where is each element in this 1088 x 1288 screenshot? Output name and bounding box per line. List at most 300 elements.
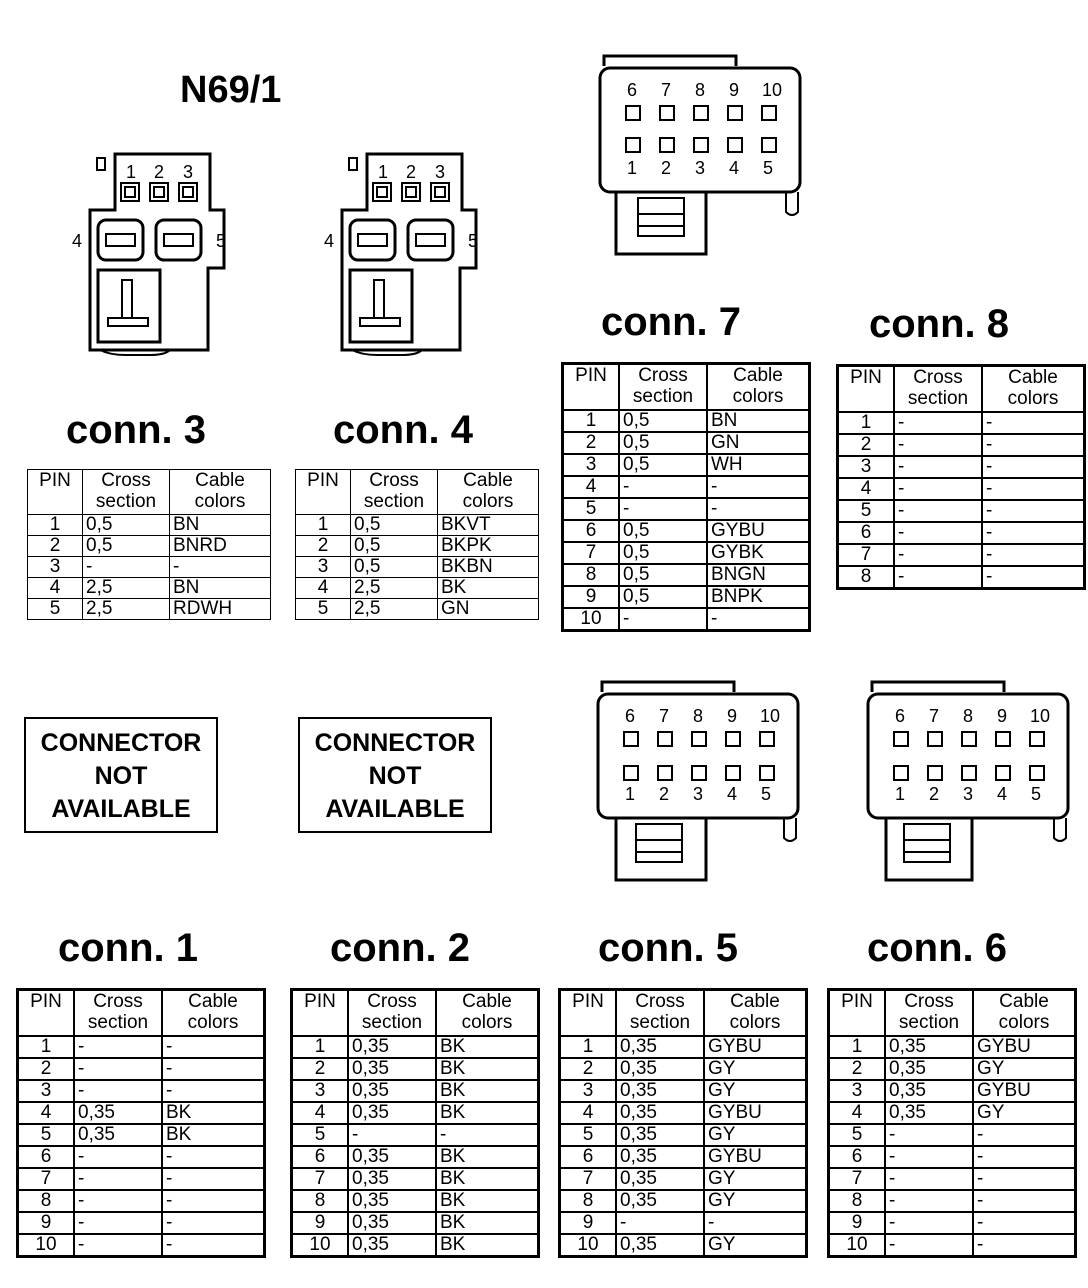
pin-label: 2 <box>406 162 417 182</box>
pin-cell: 4 <box>563 476 620 498</box>
cable-color-cell: BK <box>162 1124 265 1146</box>
table-row <box>563 520 810 542</box>
table-row <box>292 1080 539 1102</box>
cross-section-cell: - <box>894 456 982 478</box>
cross-section-cell: 0,35 <box>885 1102 973 1124</box>
cable-color-cell: BK <box>436 1168 539 1190</box>
header-text: PIN <box>39 470 71 491</box>
pin-header <box>563 364 620 411</box>
cross-section-cell: 0,5 <box>619 542 707 564</box>
pin-label: 5 <box>216 231 227 251</box>
table-row <box>292 1036 539 1058</box>
pin-label: 7 <box>929 706 940 726</box>
pin-cell: 1 <box>292 1036 349 1058</box>
pin-cell: 2 <box>292 1058 349 1080</box>
header-text: Cross <box>367 991 417 1012</box>
cross-section-cell: 0,35 <box>348 1036 436 1058</box>
cable-color-cell: - <box>982 522 1085 544</box>
pin-cell: 4 <box>829 1102 886 1124</box>
cable-color-cell: - <box>973 1212 1076 1234</box>
cross-section-cell: - <box>894 412 982 434</box>
table-row <box>18 1080 265 1102</box>
cross-section-header <box>351 470 438 515</box>
pin-cell: 3 <box>296 557 351 578</box>
cross-section-cell: 0,35 <box>885 1080 973 1102</box>
table-row <box>563 586 810 608</box>
table-row <box>829 1234 1076 1257</box>
header-text: section <box>632 386 694 407</box>
cable-color-cell: GY <box>704 1234 807 1257</box>
table-row <box>18 1036 265 1058</box>
cross-section-cell: - <box>894 566 982 589</box>
cross-section-cell: 2,5 <box>351 599 438 620</box>
pin-label: 6 <box>895 706 906 726</box>
cable-color-cell: BK <box>436 1058 539 1080</box>
table-row <box>560 1124 807 1146</box>
cable-color-cell: - <box>162 1080 265 1102</box>
pin-cell: 3 <box>28 557 83 578</box>
table-row <box>18 1146 265 1168</box>
table-row <box>18 1234 265 1257</box>
pin-label: 10 <box>1030 706 1051 726</box>
connector-6-drawing <box>864 678 1074 888</box>
pin-cell: 2 <box>563 432 620 454</box>
page-title: N69/1 <box>180 69 282 111</box>
conn2-table <box>290 988 540 1258</box>
pin-label: 5 <box>763 158 774 178</box>
table-header-row <box>296 470 539 515</box>
table-header-row <box>28 470 271 515</box>
cable-color-cell: - <box>982 478 1085 500</box>
cross-section-cell: 2,5 <box>83 599 170 620</box>
header-text: Cable <box>463 470 513 491</box>
conn8-table <box>836 364 1086 590</box>
cross-section-cell: - <box>885 1234 973 1257</box>
cable-color-cell: - <box>973 1234 1076 1257</box>
pin-cell: 2 <box>560 1058 617 1080</box>
cross-section-header <box>616 990 704 1037</box>
pin-label: 5 <box>1031 784 1042 804</box>
table-row <box>829 1036 1076 1058</box>
table-row <box>292 1058 539 1080</box>
header-text: Cable <box>1008 367 1058 388</box>
cable-color-cell: GY <box>704 1190 807 1212</box>
cross-section-cell: 0,5 <box>351 515 438 536</box>
pin-cell: 5 <box>296 599 351 620</box>
cable-color-cell: GY <box>704 1124 807 1146</box>
pin-label: 6 <box>625 706 636 726</box>
connector-not-available-box <box>298 717 492 833</box>
pin-label: 9 <box>727 706 738 726</box>
pin-cell: 10 <box>829 1234 886 1257</box>
table-row <box>28 536 271 557</box>
cross-section-cell: - <box>894 478 982 500</box>
pin-label: 1 <box>378 162 389 182</box>
cable-color-cell: BK <box>436 1190 539 1212</box>
cross-section-cell: 0,35 <box>616 1036 704 1058</box>
table-header-row <box>563 364 810 411</box>
pin-label: 9 <box>729 80 740 100</box>
pin-cell: 2 <box>296 536 351 557</box>
pin-header <box>560 990 617 1037</box>
cross-section-cell: - <box>619 498 707 520</box>
header-text: PIN <box>575 365 607 386</box>
pin-cell: 9 <box>563 586 620 608</box>
cable-color-cell: - <box>982 566 1085 589</box>
pin-label: 6 <box>627 80 638 100</box>
pin-label: 5 <box>468 231 479 251</box>
cable-color-cell: - <box>707 476 810 498</box>
cable-color-cell: BNPK <box>707 586 810 608</box>
pin-cell: 5 <box>560 1124 617 1146</box>
table-row <box>829 1212 1076 1234</box>
cross-section-cell: - <box>894 500 982 522</box>
table-row <box>838 544 1085 566</box>
pin-cell: 3 <box>563 454 620 476</box>
cross-section-cell: - <box>74 1190 162 1212</box>
pin-cell: 8 <box>829 1190 886 1212</box>
cross-section-cell: 0,35 <box>348 1190 436 1212</box>
cross-section-cell: - <box>74 1146 162 1168</box>
pin-cell: 5 <box>563 498 620 520</box>
pin-cell: 3 <box>18 1080 75 1102</box>
cross-section-cell: 0,35 <box>348 1080 436 1102</box>
conn4-title: conn. 4 <box>333 408 474 452</box>
table-row <box>829 1124 1076 1146</box>
cross-section-cell: 0,5 <box>619 586 707 608</box>
pin-label: 2 <box>659 784 670 804</box>
cross-section-cell: 0,5 <box>351 557 438 578</box>
pin-cell: 9 <box>18 1212 75 1234</box>
pin-cell: 2 <box>18 1058 75 1080</box>
cable-color-cell: GYBU <box>704 1036 807 1058</box>
cable-color-cell: BK <box>436 1080 539 1102</box>
cable-colors-header <box>438 470 539 515</box>
cable-color-cell: BN <box>170 578 271 599</box>
pin-cell: 10 <box>560 1234 617 1257</box>
cross-section-cell: 0,5 <box>83 536 170 557</box>
pin-cell: 7 <box>563 542 620 564</box>
cable-colors-header <box>170 470 271 515</box>
pin-label: 4 <box>324 231 335 251</box>
table-row <box>18 1190 265 1212</box>
pin-cell: 8 <box>563 564 620 586</box>
pin-label: 10 <box>760 706 781 726</box>
cable-color-cell: - <box>707 608 810 631</box>
cable-color-cell: - <box>162 1058 265 1080</box>
connector-4-drawing <box>322 150 492 360</box>
pin-cell: 3 <box>829 1080 886 1102</box>
cable-color-cell: BK <box>436 1212 539 1234</box>
pin-cell: 1 <box>563 410 620 432</box>
table-row <box>18 1124 265 1146</box>
pin-label: 1 <box>126 162 137 182</box>
cable-color-cell: BKVT <box>438 515 539 536</box>
header-text: section <box>87 1012 149 1033</box>
table-row <box>296 536 539 557</box>
cross-section-cell: - <box>74 1234 162 1257</box>
cross-section-cell: - <box>616 1212 704 1234</box>
conn7-table <box>561 362 811 632</box>
table-row <box>292 1190 539 1212</box>
connector-5-drawing <box>594 678 804 888</box>
conn3-title: conn. 3 <box>66 408 207 452</box>
pin-cell: 6 <box>18 1146 75 1168</box>
table-row <box>829 1190 1076 1212</box>
cross-section-cell: - <box>74 1036 162 1058</box>
table-row <box>560 1058 807 1080</box>
table-row <box>28 578 271 599</box>
header-text: Cross <box>913 367 963 388</box>
header-text: Cross <box>904 991 954 1012</box>
table-row <box>838 478 1085 500</box>
cable-color-cell: RDWH <box>170 599 271 620</box>
cable-color-cell: GYBU <box>704 1146 807 1168</box>
table-row <box>563 564 810 586</box>
cable-colors-header <box>704 990 807 1037</box>
cross-section-cell: - <box>885 1212 973 1234</box>
cable-color-cell: - <box>982 434 1085 456</box>
cross-section-cell: - <box>885 1168 973 1190</box>
pin-cell: 5 <box>838 500 895 522</box>
pin-label: 3 <box>693 784 704 804</box>
table-row <box>829 1146 1076 1168</box>
pin-header <box>829 990 886 1037</box>
header-text: section <box>361 1012 423 1033</box>
pin-label: 5 <box>761 784 772 804</box>
pin-header <box>296 470 351 515</box>
table-row <box>838 434 1085 456</box>
pin-cell: 1 <box>829 1036 886 1058</box>
not-available-line: CONNECTOR <box>314 729 476 757</box>
header-text: PIN <box>307 470 339 491</box>
cable-color-cell: GN <box>707 432 810 454</box>
cable-color-cell: BK <box>162 1102 265 1124</box>
cross-section-cell: 0,35 <box>616 1102 704 1124</box>
pin-label: 2 <box>929 784 940 804</box>
cable-color-cell: - <box>162 1190 265 1212</box>
pin-cell: 6 <box>563 520 620 542</box>
header-text: section <box>363 491 425 512</box>
header-text: colors <box>732 386 784 407</box>
table-row <box>560 1168 807 1190</box>
pin-cell: 7 <box>838 544 895 566</box>
table-row <box>18 1168 265 1190</box>
pin-cell: 4 <box>28 578 83 599</box>
cable-color-cell: - <box>162 1036 265 1058</box>
table-row <box>18 1212 265 1234</box>
cable-color-cell: GN <box>438 599 539 620</box>
connector-not-available-box <box>24 717 218 833</box>
cross-section-cell: 0,35 <box>885 1036 973 1058</box>
cable-color-cell: GYBK <box>707 542 810 564</box>
cross-section-cell: - <box>619 608 707 631</box>
pin-cell: 7 <box>18 1168 75 1190</box>
cross-section-cell: 0,35 <box>885 1058 973 1080</box>
pin-cell: 1 <box>560 1036 617 1058</box>
header-text: PIN <box>841 991 873 1012</box>
not-available-line: NOT <box>94 762 148 790</box>
cable-colors-header <box>973 990 1076 1037</box>
pin-label: 7 <box>659 706 670 726</box>
cross-section-cell: 0,35 <box>74 1124 162 1146</box>
cross-section-cell: 0,35 <box>616 1190 704 1212</box>
pin-cell: 8 <box>838 566 895 589</box>
cross-section-cell: 0,35 <box>616 1058 704 1080</box>
pin-cell: 1 <box>838 412 895 434</box>
cross-section-cell: - <box>74 1212 162 1234</box>
cross-section-cell: - <box>885 1124 973 1146</box>
cross-section-header <box>348 990 436 1037</box>
table-row <box>296 515 539 536</box>
table-row <box>563 542 810 564</box>
cross-section-cell: 0,5 <box>619 564 707 586</box>
pin-cell: 3 <box>838 456 895 478</box>
pin-cell: 10 <box>563 608 620 631</box>
cross-section-cell: 0,35 <box>348 1168 436 1190</box>
cable-colors-header <box>982 366 1085 413</box>
header-text: colors <box>998 1012 1050 1033</box>
table-row <box>292 1168 539 1190</box>
header-text: section <box>95 491 157 512</box>
table-row <box>296 557 539 578</box>
pin-cell: 8 <box>560 1190 617 1212</box>
pin-cell: 7 <box>829 1168 886 1190</box>
table-row <box>829 1168 1076 1190</box>
header-text: Cross <box>638 365 688 386</box>
pin-label: 3 <box>963 784 974 804</box>
table-header-row <box>18 990 265 1037</box>
pin-cell: 8 <box>292 1190 349 1212</box>
pin-cell: 5 <box>18 1124 75 1146</box>
cross-section-cell: - <box>74 1080 162 1102</box>
header-text: Cross <box>369 470 419 491</box>
header-text: colors <box>461 1012 513 1033</box>
pin-cell: 5 <box>292 1124 349 1146</box>
pin-cell: 6 <box>560 1146 617 1168</box>
table-row <box>560 1212 807 1234</box>
conn1-title: conn. 1 <box>58 926 199 970</box>
table-row <box>296 599 539 620</box>
pin-cell: 2 <box>838 434 895 456</box>
pin-cell: 1 <box>28 515 83 536</box>
table-row <box>563 410 810 432</box>
table-row <box>28 599 271 620</box>
header-text: PIN <box>850 367 882 388</box>
cross-section-header <box>885 990 973 1037</box>
pin-label: 8 <box>963 706 974 726</box>
cross-section-cell: 0,35 <box>616 1080 704 1102</box>
not-available-line: NOT <box>368 762 422 790</box>
pin-cell: 3 <box>292 1080 349 1102</box>
cable-colors-header <box>707 364 810 411</box>
table-header-row <box>829 990 1076 1037</box>
header-text: section <box>898 1012 960 1033</box>
cross-section-cell: - <box>894 434 982 456</box>
header-text: colors <box>194 491 246 512</box>
cross-section-cell: 2,5 <box>351 578 438 599</box>
table-row <box>560 1146 807 1168</box>
pin-label: 8 <box>695 80 706 100</box>
cable-color-cell: - <box>170 557 271 578</box>
cable-color-cell: - <box>707 498 810 520</box>
pin-label: 3 <box>435 162 446 182</box>
pin-header <box>292 990 349 1037</box>
table-row <box>560 1234 807 1257</box>
conn5-table <box>558 988 808 1258</box>
header-text: colors <box>729 1012 781 1033</box>
cable-color-cell: WH <box>707 454 810 476</box>
header-text: Cross <box>635 991 685 1012</box>
pin-cell: 6 <box>838 522 895 544</box>
cable-color-cell: - <box>162 1212 265 1234</box>
header-text: Cable <box>999 991 1049 1012</box>
conn2-title: conn. 2 <box>330 926 471 970</box>
conn6-title: conn. 6 <box>867 926 1008 970</box>
cross-section-cell: - <box>83 557 170 578</box>
table-header-row <box>560 990 807 1037</box>
cable-color-cell: - <box>973 1124 1076 1146</box>
table-header-row <box>838 366 1085 413</box>
cable-color-cell: BKBN <box>438 557 539 578</box>
cable-color-cell: GY <box>973 1058 1076 1080</box>
cable-color-cell: BK <box>436 1146 539 1168</box>
connector-3-drawing <box>70 150 240 360</box>
pin-cell: 9 <box>560 1212 617 1234</box>
pin-cell: 4 <box>292 1102 349 1124</box>
cross-section-cell: - <box>348 1124 436 1146</box>
pin-cell: 7 <box>292 1168 349 1190</box>
cross-section-cell: - <box>885 1146 973 1168</box>
pin-cell: 9 <box>829 1212 886 1234</box>
table-row <box>28 557 271 578</box>
cross-section-cell: - <box>894 544 982 566</box>
cross-section-cell: 0,5 <box>351 536 438 557</box>
cable-color-cell: - <box>982 544 1085 566</box>
header-text: colors <box>462 491 514 512</box>
pin-label: 2 <box>661 158 672 178</box>
cable-color-cell: BKPK <box>438 536 539 557</box>
cable-color-cell: - <box>982 500 1085 522</box>
conn1-table <box>16 988 266 1258</box>
cross-section-cell: 0,35 <box>348 1212 436 1234</box>
cross-section-cell: 0,35 <box>348 1234 436 1257</box>
cross-section-header <box>619 364 707 411</box>
pin-cell: 2 <box>28 536 83 557</box>
cross-section-cell: - <box>74 1058 162 1080</box>
header-text: Cable <box>733 365 783 386</box>
cable-color-cell: - <box>973 1146 1076 1168</box>
pin-label: 2 <box>154 162 165 182</box>
header-text: Cross <box>93 991 143 1012</box>
pin-cell: 4 <box>838 478 895 500</box>
table-row <box>838 522 1085 544</box>
pin-cell: 5 <box>829 1124 886 1146</box>
table-row <box>560 1102 807 1124</box>
header-text: colors <box>1007 388 1059 409</box>
table-row <box>563 432 810 454</box>
cable-color-cell: - <box>973 1190 1076 1212</box>
pin-cell: 10 <box>18 1234 75 1257</box>
pin-label: 4 <box>997 784 1008 804</box>
cable-color-cell: GYBU <box>707 520 810 542</box>
table-header-row <box>292 990 539 1037</box>
table-row <box>292 1212 539 1234</box>
pin-cell: 9 <box>292 1212 349 1234</box>
cable-color-cell: BK <box>436 1102 539 1124</box>
pin-cell: 6 <box>829 1146 886 1168</box>
cross-section-cell: 0,35 <box>348 1146 436 1168</box>
